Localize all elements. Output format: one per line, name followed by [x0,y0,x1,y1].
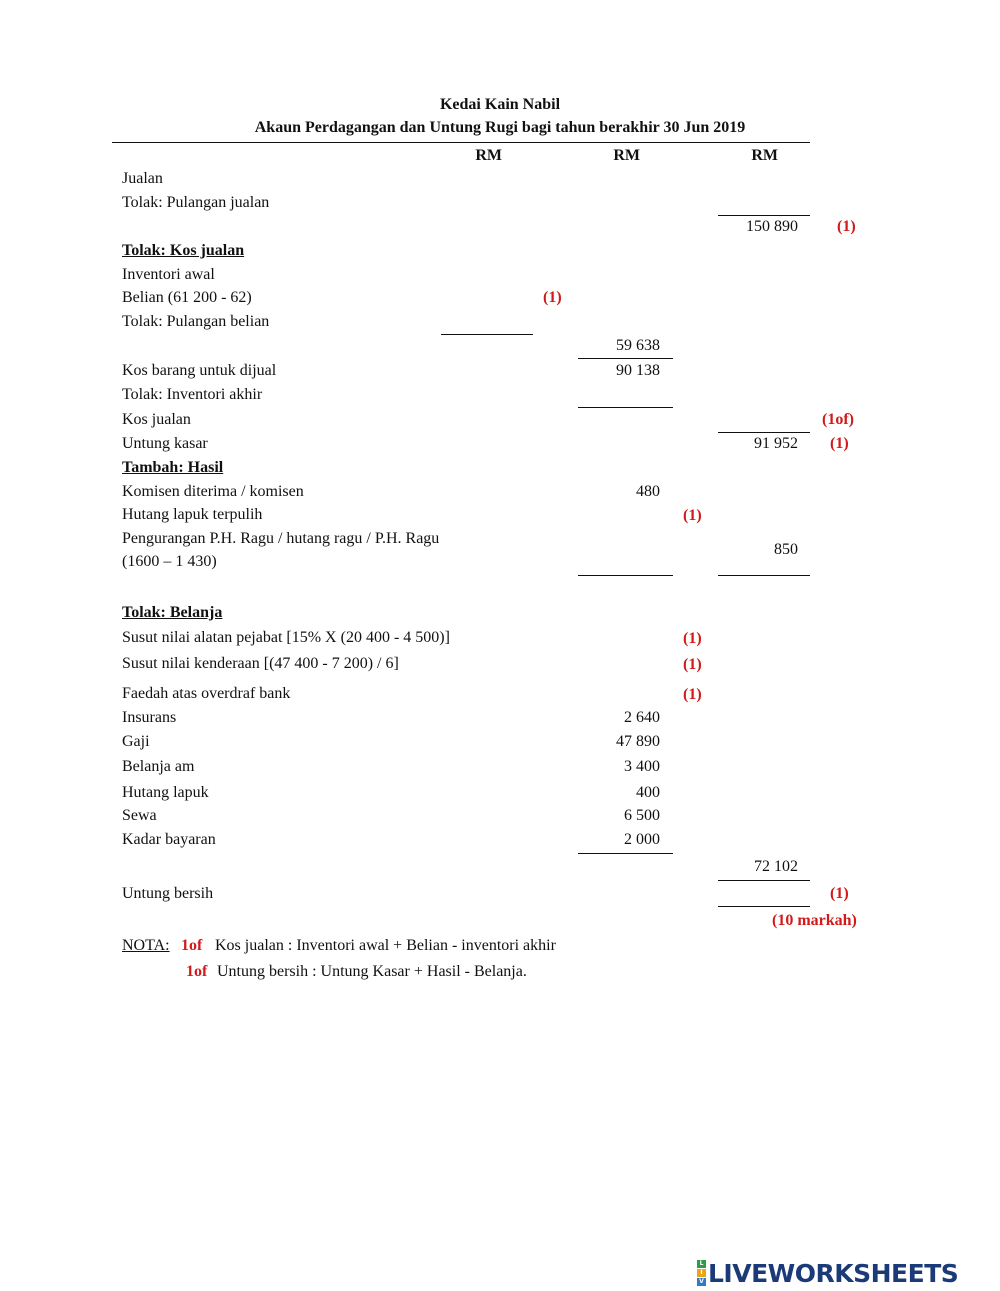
row-pengurangan-calc: (1600 – 1 430) [122,553,217,570]
row-susut-alatan: Susut nilai alatan pejabat [15% X (20 400 - 4 500)] [122,629,450,646]
logo-block-i: I [697,1269,706,1277]
statement-title: Akaun Perdagangan dan Untung Rugi bagi tahun berakhir 30 Jun 2019 [254,119,746,136]
row-gaji: Gaji [122,733,150,750]
value-gaji: 47 890 [616,733,660,750]
row-untung-bersih: Untung bersih [122,885,214,902]
section-belanja: Tolak: Belanja [122,604,223,621]
value-kadar-bayaran: 2 000 [624,831,660,848]
value-sewa: 6 500 [624,807,660,824]
row-kos-jualan: Kos jualan [122,411,191,428]
mark-belian: (1) [543,289,562,306]
value-jualan-bersih: 150 890 [746,218,798,235]
note-text-2: Untung bersih : Untung Kasar + Hasil - Belanja. [217,963,527,980]
value-kos-barang: 90 138 [616,362,660,379]
col-header-2: RM [613,147,640,164]
row-belian: Belian (61 200 - 62) [122,289,252,306]
value-hutang-lapuk: 400 [636,784,660,801]
value-belanja-am: 3 400 [624,758,660,775]
row-pulangan-jualan: Tolak: Pulangan jualan [122,194,270,211]
value-hasil: 850 [774,541,798,558]
mark-susut-alatan: (1) [683,630,702,647]
row-komisen: Komisen diterima / komisen [122,483,304,500]
logo-word: LIVEWORKSHEETS [708,1258,959,1288]
rule-jualan [718,215,810,216]
rule-belian [441,334,533,335]
col-header-3: RM [751,147,778,164]
rule-kos-jualan [718,432,810,433]
value-insurans: 2 640 [624,709,660,726]
logo-block-l: L [697,1260,706,1268]
value-komisen: 480 [636,483,660,500]
logo-block-v: V [697,1278,706,1286]
note-mark-2: 1of [186,963,208,980]
logo-blocks [697,1260,706,1286]
row-susut-kenderaan: Susut nilai kenderaan [(47 400 - 7 200) / 6] [122,655,399,672]
row-pengurangan: Pengurangan P.H. Ragu / hutang ragu / P.H. Ragu [122,530,440,547]
mark-susut-kenderaan: (1) [683,656,702,673]
row-pulangan-belian: Tolak: Pulangan belian [122,313,270,330]
row-kos-barang: Kos barang untuk dijual [122,362,277,379]
note-mark-1: 1of [181,937,203,954]
row-kadar-bayaran: Kadar bayaran [122,831,216,848]
rule-hasil-col2 [578,575,673,576]
value-belian-bersih: 59 638 [616,337,660,354]
rule-belanja [578,853,673,854]
row-hutang-terpulih: Hutang lapuk terpulih [122,506,263,523]
rule-hasil-col3 [718,575,810,576]
mark-untung-kasar: (1) [830,435,849,452]
mark-faedah: (1) [683,686,702,703]
rule-untung-bersih [718,906,810,907]
row-sewa: Sewa [122,807,157,824]
mark-hutang-terpulih: (1) [683,507,702,524]
row-inventori-akhir: Tolak: Inventori akhir [122,386,263,403]
row-insurans: Insurans [122,709,177,726]
mark-kos-jualan: (1of) [822,411,854,428]
title-rule [112,142,810,143]
mark-untung-bersih: (1) [830,885,849,902]
note-text-1: Kos jualan : Inventori awal + Belian - inventori akhir [215,937,556,954]
row-faedah: Faedah atas overdraf bank [122,685,291,702]
company-name: Kedai Kain Nabil [439,96,561,113]
section-hasil: Tambah: Hasil [122,459,224,476]
row-belanja-am: Belanja am [122,758,195,775]
col-header-1: RM [475,147,502,164]
row-inventori-awal: Inventori awal [122,266,215,283]
rule-belian-bersih [578,358,673,359]
mark-jualan: (1) [837,218,856,235]
section-kos-jualan: Tolak: Kos jualan [122,242,245,259]
total-marks: (10 markah) [772,912,857,929]
note-label: NOTA: [122,937,170,954]
value-untung-kasar: 91 952 [754,435,798,452]
liveworksheets-logo [697,1258,958,1288]
rule-jumlah-belanja [718,880,810,881]
row-jualan: Jualan [122,170,163,187]
value-jumlah-belanja: 72 102 [754,858,798,875]
rule-inventori-akhir [578,407,673,408]
row-hutang-lapuk: Hutang lapuk [122,784,209,801]
row-untung-kasar: Untung kasar [122,435,208,452]
